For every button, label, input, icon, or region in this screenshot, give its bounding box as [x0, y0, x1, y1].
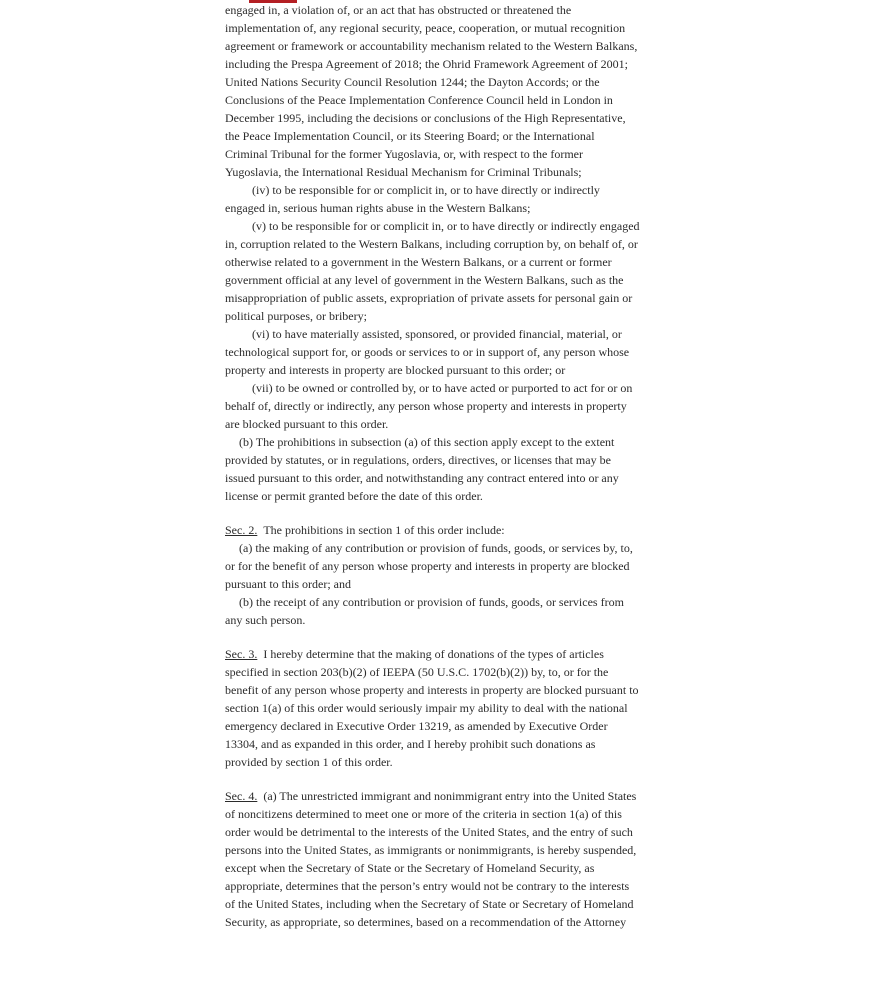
document-body: [225, 1, 640, 931]
sec3-text: I hereby determine that the making of donations of the types of articles specified in section 203(b)(2) of IEEPA (50 U.S.C. 1702(b)(2)) by, to, or for the benefit of any person whose property and interests in property are blocked pursuant to section 1(a) of this order would seriously impair my ability to deal with the national emergency declared in Executive Order 13219, as amended by Executive Order 13304, and as expanded in this order, and I hereby prohibit such donations as provided by section 1 of this order.: [225, 647, 639, 769]
sec2-text: The prohibitions in section 1 of this order include:: [263, 523, 505, 537]
sec4-text: (a) The unrestricted immigrant and nonimmigrant entry into the United States of noncitizens determined to meet one or more of the criteria in section 1(a) of this order would be detrimental to the interests of the United States, and the entry of such persons into the United States, as immigrants or nonimmigrants, is hereby suspended, except when the Secretary of State or the Secretary of Homeland Security, as appropriate, determines that the person’s entry would not be contrary to the interests of the United States, including when the Secretary of State or Secretary of Homeland Security, as appropriate, so determines, based on a recommendation of the Attorney: [225, 789, 637, 929]
para-v: (v) to be responsible for or complicit in, or to have directly or indirectly engaged in, corruption related to the Western Balkans, including corruption by, on behalf of, or otherwise related to a government in the Western Balkans, or a current or former government official at any level of government in the Western Balkans, such as the misappropriation of public assets, expropriation of private assets for personal gain or political purposes, or bribery;: [225, 219, 640, 323]
para-vi: (vi) to have materially assisted, sponsored, or provided financial, material, or technological support for, or goods or services to or in support of, any person whose property and interests in property are blocked pursuant to this order; or: [225, 327, 630, 377]
sec1-b: (b) The prohibitions in subsection (a) of this section apply except to the extent provided by statutes, or in regulations, orders, directives, or licenses that may be issued pursuant to this order, and notwithstanding any contract entered into or any license or permit granted before the date of this order.: [225, 435, 619, 503]
para-iii-continuation: engaged in, a violation of, or an act that has obstructed or threatened the implementation of, any regional security, peace, cooperation, or mutual recognition agreement or framework or accountability mechanism related to the Western Balkans, including the Prespa Agreement of 2018; the Ohrid Framework Agreement of 2001; United Nations Security Council Resolution 1244; the Dayton Accords; or the Conclusions of the Peace Implementation Conference Council held in London in December 1995, including the decisions or conclusions of the High Representative, the Peace Implementation Council, or its Steering Board; or the International Criminal Tribunal for the former Yugoslavia, or, with respect to the former Yugoslavia, the International Residual Mechanism for Criminal Tribunals;: [225, 3, 638, 179]
para-vii: (vii) to be owned or controlled by, or to have acted or purported to act for or on behalf of, directly or indirectly, any person whose property and interests in property are blocked pursuant to this order.: [225, 381, 633, 431]
sec2-b: (b) the receipt of any contribution or provision of funds, goods, or services from any such person.: [225, 595, 624, 627]
sec2-a: (a) the making of any contribution or provision of funds, goods, or services by, to, or for the benefit of any person whose property and interests in property are blocked pursuant to this order; and: [225, 541, 633, 591]
sec4: [225, 787, 640, 931]
sec2-heading: [225, 521, 640, 539]
sec3-label: Sec. 3.: [225, 647, 258, 661]
para-iv: (iv) to be responsible for or complicit in, or to have directly or indirectly engaged in, serious human rights abuse in the Western Balkans;: [225, 183, 600, 215]
sec4-label: Sec. 4.: [225, 789, 258, 803]
sec2-label: Sec. 2.: [225, 523, 258, 537]
sec3: [225, 645, 640, 771]
